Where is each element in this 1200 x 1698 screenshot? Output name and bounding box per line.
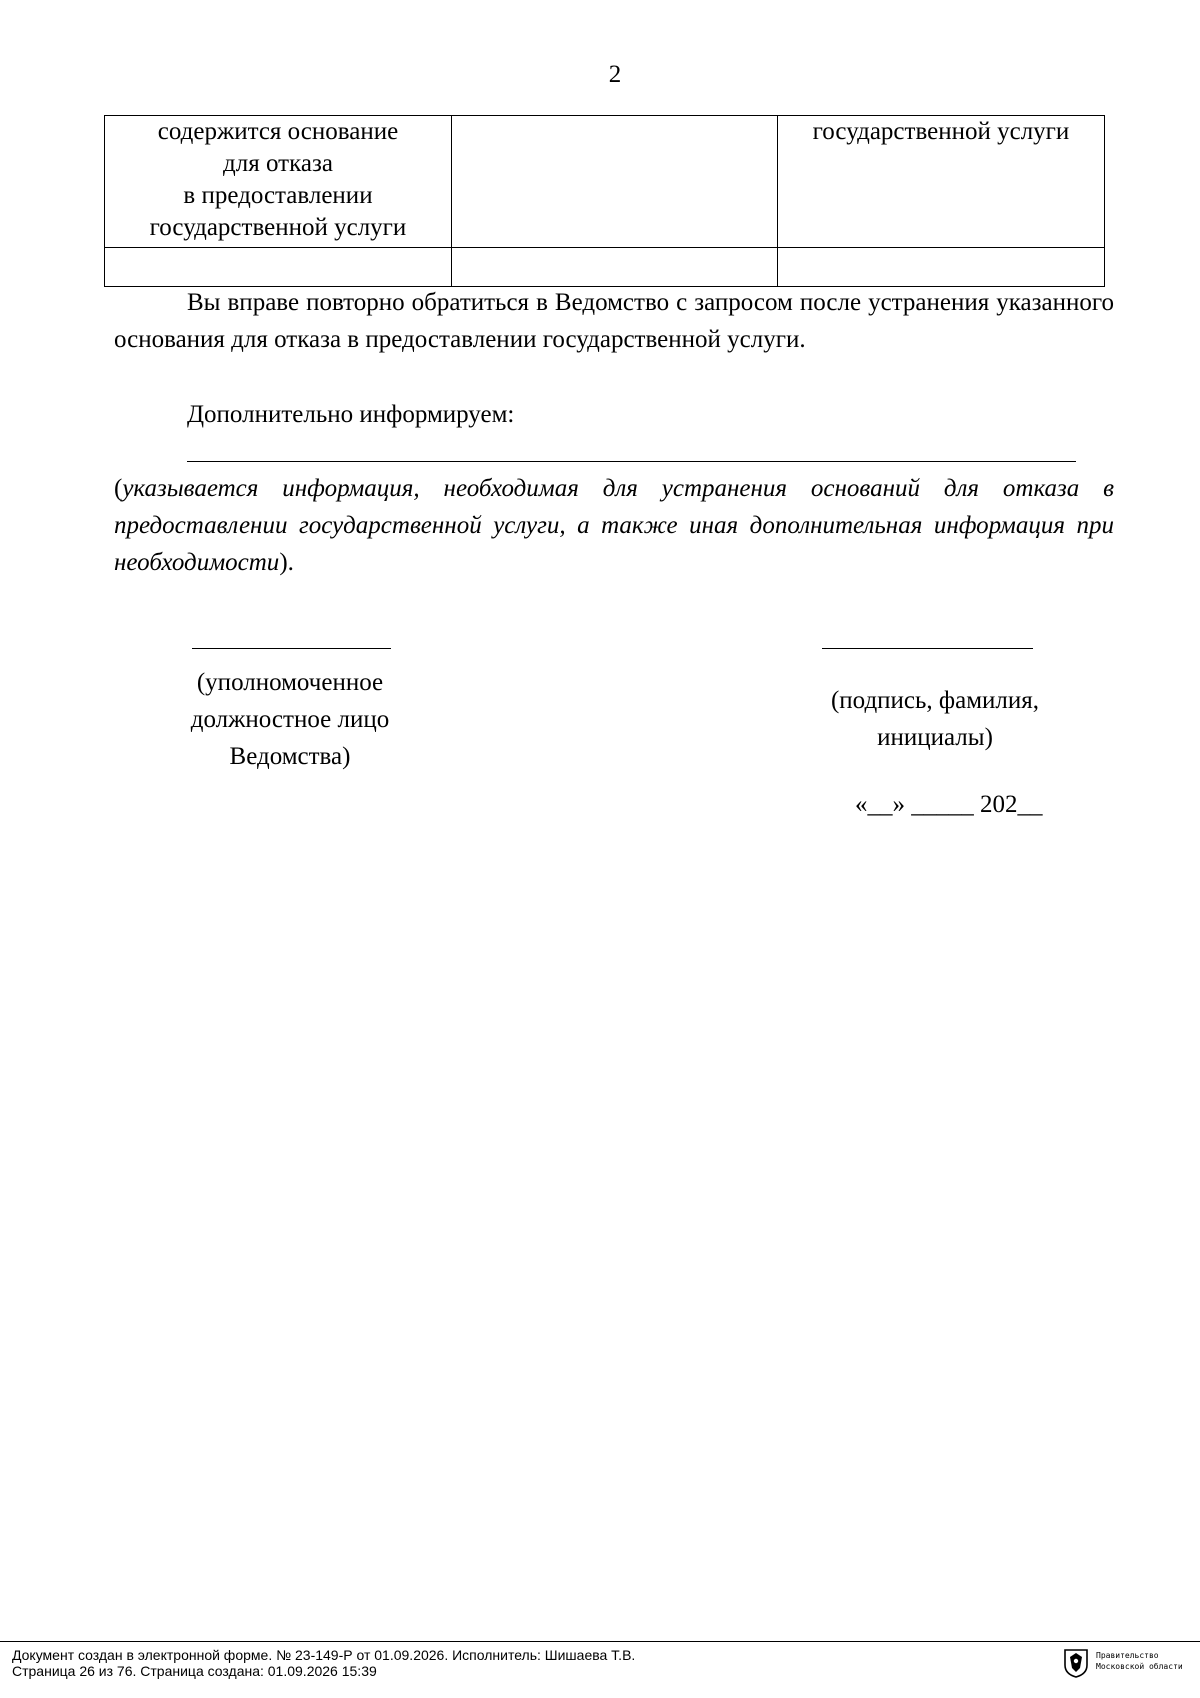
footer-line-2: Страница 26 из 76. Страница создана: 01.09.2026 15:39 (12, 1663, 377, 1679)
table-row (105, 116, 1105, 248)
official-caption (140, 664, 440, 775)
org-line-2: Московской области (1096, 1662, 1183, 1671)
reapply-paragraph: Вы вправе повторно обратиться в Ведомство с запросом после устранения указанного основания для отказа в предоставлении государственной услуги. (114, 289, 1114, 353)
official-signature-line (192, 648, 391, 649)
table-cell-service: государственной услуги (778, 116, 1105, 248)
page-number: 2 (608, 61, 622, 88)
government-logo-text (1096, 1650, 1183, 1672)
table-cell-empty (452, 116, 778, 248)
cell-line: содержится основание (157, 118, 399, 145)
caption-line: должностное лицо (190, 706, 390, 733)
caption-line: (уполномоченное (196, 669, 384, 696)
footer-info (12, 1647, 635, 1679)
footer-line-1: Документ создан в электронной форме. № 23-149-Р от 01.09.2026. Исполнитель: Шишаева Т.В. (12, 1647, 636, 1663)
caption-line: инициалы) (877, 724, 993, 751)
additional-info-line (187, 461, 1076, 462)
cell-line: государственной услуги (149, 214, 407, 241)
cell-line: в предоставлении (183, 182, 373, 209)
note-close: ). (279, 549, 294, 576)
caption-line: Ведомства) (229, 743, 351, 770)
signature-date: «__» _____ 202__ (855, 791, 1043, 818)
table-cell-empty (105, 248, 452, 287)
signature-name-line (822, 648, 1033, 649)
caption-line: (подпись, фамилия, (830, 687, 1040, 714)
org-line-1: Правительство (1096, 1651, 1159, 1660)
table-cell-reason (105, 116, 452, 248)
note-open: ( (114, 475, 123, 502)
note-italic-text: указывается информация, необходимая для устранения оснований для отказа в предоставлении государственной услуги, а также иная дополнительная информация при необходимости (114, 475, 1114, 576)
table-cell-empty (452, 248, 778, 287)
refusal-reasons-table (104, 115, 1105, 287)
table-row (105, 248, 1105, 287)
coat-of-arms-icon (1062, 1648, 1090, 1678)
cell-line: для отказа (223, 150, 333, 177)
table-cell-empty (778, 248, 1105, 287)
footer-divider (0, 1641, 1200, 1642)
additional-info-label: Дополнительно информируем: (187, 401, 515, 428)
instruction-note (114, 470, 1114, 581)
signature-caption (785, 682, 1085, 756)
